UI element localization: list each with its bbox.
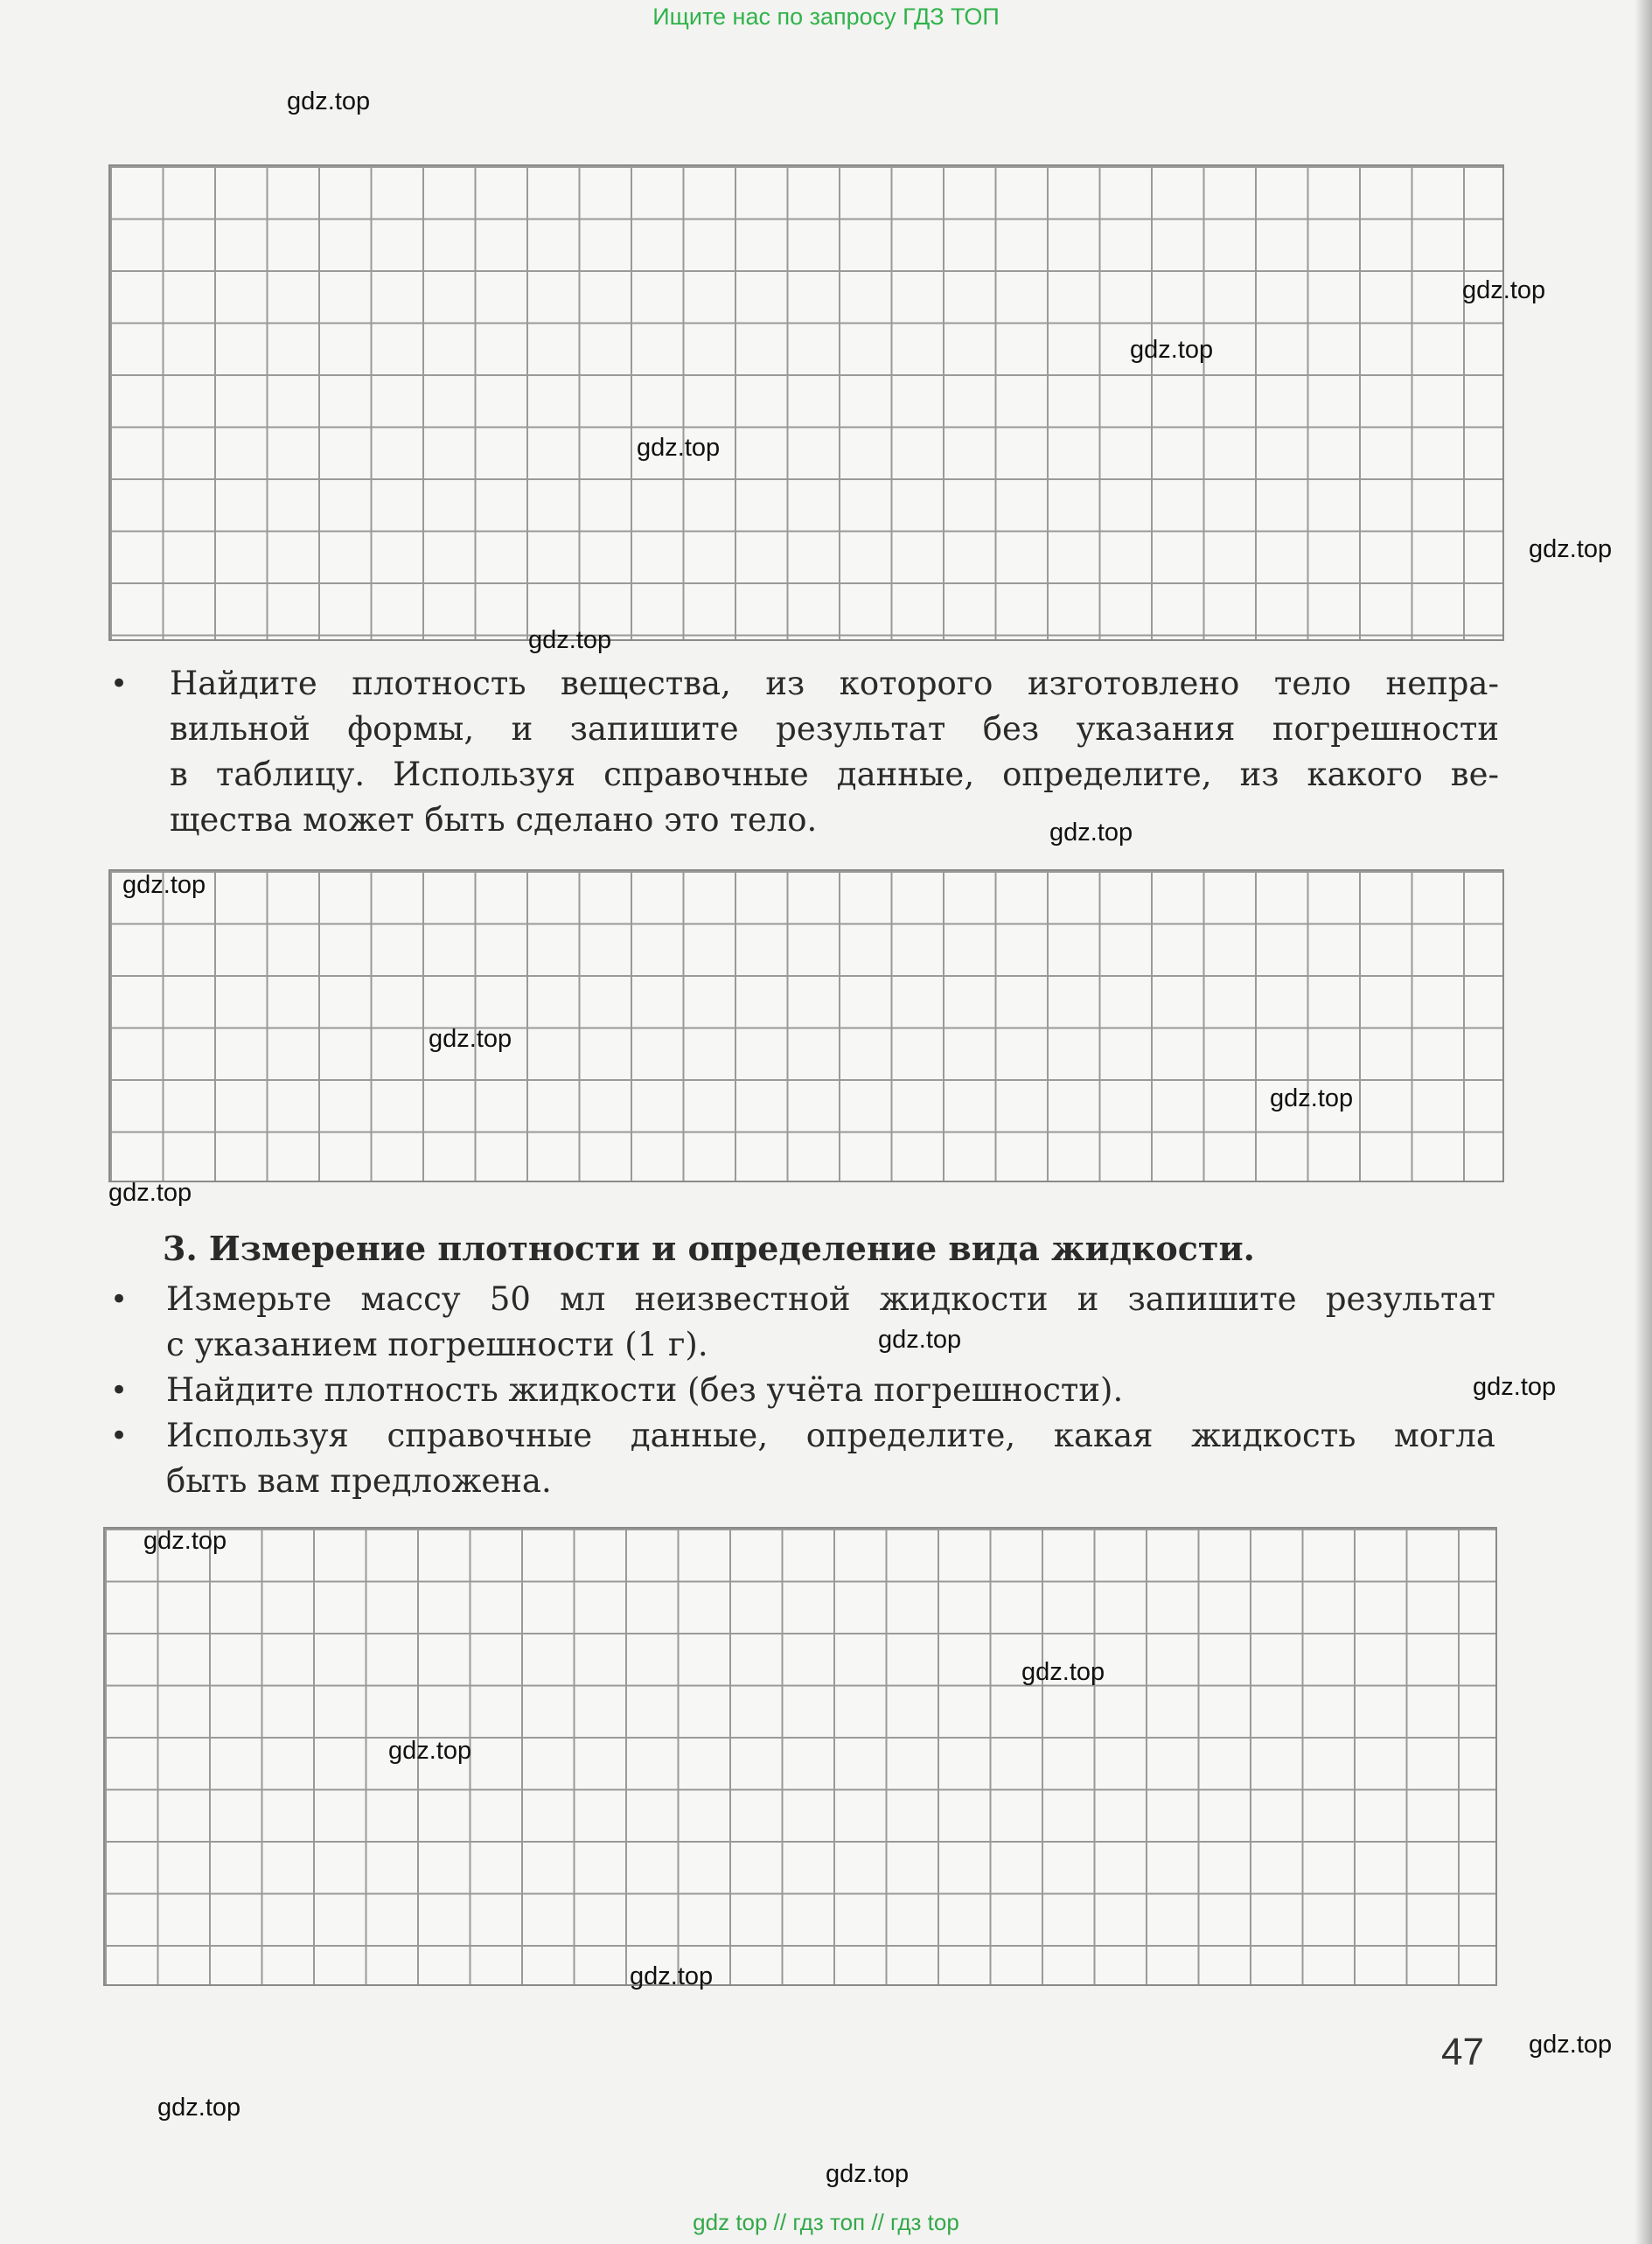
- watermark: gdz.top: [826, 2160, 910, 2188]
- watermark: gdz.top: [637, 434, 721, 462]
- watermark: gdz.top: [1130, 336, 1214, 364]
- bullet-marker: •: [110, 1282, 129, 1317]
- task2-line-1: Найдите плотность вещества, из которого изготовлено тело непра-: [170, 665, 1499, 702]
- task3-bullet-2: [166, 1368, 1495, 1413]
- bottom-banner[interactable]: gdz top // гдз топ // гдз top: [693, 2209, 959, 2235]
- task3-bullet-3: [166, 1413, 1495, 1504]
- bullet-marker: •: [110, 1373, 129, 1408]
- watermark: gdz.top: [1021, 1658, 1105, 1686]
- watermark: gdz.top: [528, 626, 612, 654]
- watermark: gdz.top: [157, 2094, 241, 2122]
- bullet-marker: •: [110, 666, 129, 701]
- task3-b2-line-1: Найдите плотность жидкости (без учёта погрешности).: [166, 1371, 1124, 1409]
- task2-line-4: щества может быть сделано это тело.: [170, 801, 818, 839]
- watermark: gdz.top: [143, 1527, 227, 1555]
- answer-grid-2: [108, 869, 1504, 1182]
- task3-b3-line-2: быть вам предложена.: [166, 1462, 552, 1500]
- watermark: gdz.top: [1473, 1373, 1557, 1401]
- watermark: gdz.top: [388, 1737, 472, 1765]
- watermark: gdz.top: [1270, 1084, 1354, 1112]
- task3-bullet-1: [166, 1277, 1495, 1368]
- task2-line-3: в таблицу. Используя справочные данные, определите, из какого ве-: [170, 756, 1499, 793]
- task2-line-2: вильной формы, и запишите результат без указания погрешности: [170, 710, 1499, 748]
- task3-b1-line-1: Измерьте массу 50 мл неизвестной жидкости и запишите результат: [166, 1280, 1495, 1318]
- watermark: gdz.top: [108, 1179, 192, 1207]
- page-edge-shadow: [1635, 0, 1652, 2244]
- watermark: gdz.top: [1529, 535, 1613, 563]
- task3-b3-line-1: Используя справочные данные, определите, какая жидкость могла: [166, 1417, 1495, 1454]
- answer-grid-1: [108, 164, 1504, 641]
- watermark: gdz.top: [1462, 276, 1546, 304]
- watermark: gdz.top: [287, 87, 371, 115]
- answer-grid-3: [103, 1527, 1497, 1986]
- task3-b1-line-2: с указанием погрешности (1 г).: [166, 1326, 708, 1363]
- task3-heading: 3. Измерение плотности и определение вида жидкости.: [163, 1229, 1255, 1268]
- page-number: 47: [1441, 2031, 1484, 2073]
- watermark: gdz.top: [878, 1326, 962, 1354]
- bullet-marker: •: [110, 1418, 129, 1453]
- watermark: gdz.top: [429, 1025, 512, 1053]
- top-banner[interactable]: Ищите нас по запросу ГДЗ ТОП: [652, 3, 1000, 30]
- watermark: gdz.top: [122, 871, 206, 899]
- watermark: gdz.top: [1529, 2031, 1613, 2059]
- task2-text: [170, 661, 1499, 843]
- watermark: gdz.top: [630, 1962, 714, 1990]
- watermark: gdz.top: [1049, 819, 1133, 847]
